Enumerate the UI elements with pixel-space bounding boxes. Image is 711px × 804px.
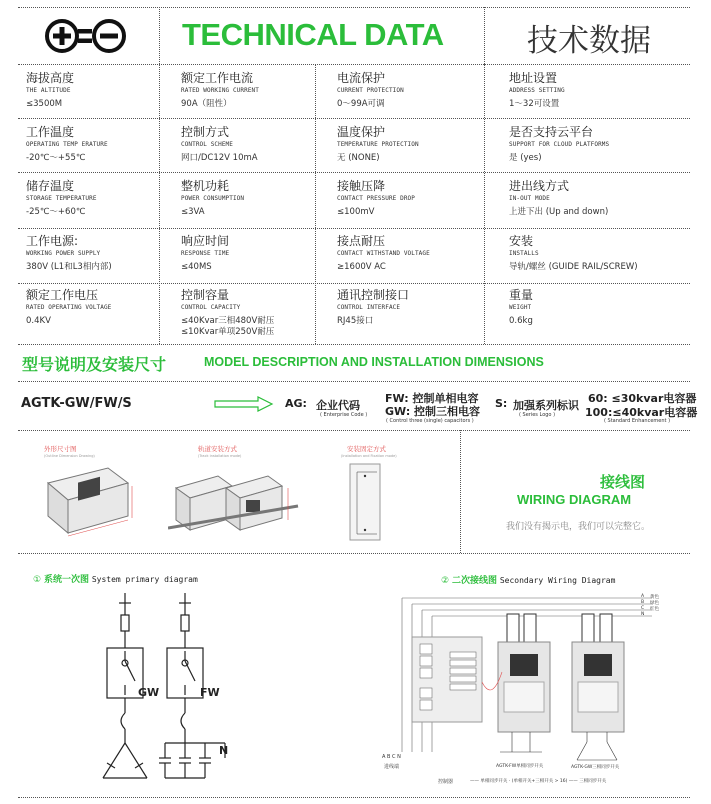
spec-label-en: CONTACT WITHSTAND VOLTAGE <box>337 250 430 257</box>
track-caption-en: (Track installation mode) <box>198 454 242 458</box>
wiring-note: 我们没有揭示电，我们可以完整它。 <box>506 522 651 532</box>
spec-label-zh: 通讯控制接口 <box>337 288 410 302</box>
spec-label-en: OPERATING TEMP ERATURE <box>26 141 108 148</box>
spec-label-zh: 接点耐压 <box>337 234 386 248</box>
secondary-diagram-title: ② 二次接线图 Secondary Wiring Diagram <box>441 576 616 586</box>
fixation-drawing <box>345 462 395 542</box>
abcn-label: A B C N <box>382 754 401 760</box>
spec-value: 导轨/螺丝 (GUIDE RAIL/SCREW) <box>509 262 638 272</box>
spec-value: -25℃～+60℃ <box>26 207 86 217</box>
spec-cell <box>26 234 176 273</box>
spec-value-2: ≤10Kvar单项250V耐压 <box>181 327 275 337</box>
fw-label: FW <box>200 686 220 699</box>
spec-label-en: WEIGHT <box>509 304 532 311</box>
model-code: AGTK-GW/FW/S <box>21 396 132 411</box>
spec-value: 0～99A可调 <box>337 99 385 109</box>
spec-cell <box>181 125 331 164</box>
spec-label-zh: 电流保护 <box>337 71 386 85</box>
fw-device-label: AGTK-FW单相同步开关 <box>496 764 544 769</box>
spec-cell <box>181 288 331 338</box>
spec-value: 是 (yes) <box>509 153 542 163</box>
gw-text: GW: 控制三相电容 <box>385 405 481 418</box>
spec-label-zh: 温度保护 <box>337 125 386 139</box>
spec-value: 1～32可设置 <box>509 99 560 109</box>
spec-label-en: ADDRESS SETTING <box>509 87 565 94</box>
v100-text: 100:≤40kvar电容器 <box>585 406 698 419</box>
spec-value: RJ45接口 <box>337 316 374 326</box>
phase-b-color: 绿色 <box>650 601 659 606</box>
spec-label-en: CONTROL INTERFACE <box>337 304 401 311</box>
spec-label-en: IN-OUT MODE <box>509 195 550 202</box>
spec-label-en: SUPPORT FOR CLOUD PLATFORMS <box>509 141 610 148</box>
spec-label-en: RATED WORKING CURRENT <box>181 87 259 94</box>
std-sub: ( Standard Enhancement ) <box>604 418 671 424</box>
spec-label-en: TEMPERATURE PROTECTION <box>337 141 419 148</box>
plus-equals-minus-logo <box>45 18 127 54</box>
spec-label-en: CURRENT PROTECTION <box>337 87 404 94</box>
spec-cell <box>337 179 487 218</box>
spec-cell <box>337 234 487 273</box>
spec-cell <box>337 288 487 327</box>
spec-cell <box>26 179 176 218</box>
spec-cell <box>509 71 659 110</box>
phase-b-label: B <box>641 600 645 605</box>
spec-value: ≥1600V AC <box>337 262 386 272</box>
page-title-zh: 技术数据 <box>527 23 651 59</box>
spec-label-zh: 海拔高度 <box>26 71 75 85</box>
spec-label-zh: 额定工作电压 <box>26 288 99 302</box>
spec-label-en: RESPONSE TIME <box>181 250 230 257</box>
ag-text: 企业代码 <box>316 399 360 412</box>
spec-label-en: INSTALLS <box>509 250 539 257</box>
spec-cell <box>509 234 659 273</box>
spec-label-en: POWER CONSUMPTION <box>181 195 245 202</box>
spec-label-en: CONTROL SCHEME <box>181 141 233 148</box>
spec-label-en: CONTROL CAPACITY <box>181 304 241 311</box>
spec-cell <box>337 71 487 110</box>
v60-text: 60: ≤30kvar电容器 <box>588 392 697 405</box>
spec-cell <box>181 179 331 218</box>
model-section-title-zh: 型号说明及安装尺寸 <box>22 355 167 374</box>
spec-label-zh: 控制方式 <box>181 125 230 139</box>
spec-value: ≤3VA <box>181 207 205 217</box>
phase-c-label: C <box>641 606 645 611</box>
spec-label-zh: 进出线方式 <box>509 179 570 193</box>
fw-text: FW: 控制单相电容 <box>385 392 479 405</box>
ag-label: AG: <box>285 397 307 410</box>
outline-caption-en: (Outline Dimension Drawing) <box>44 454 95 458</box>
spec-value: ≤40MS <box>181 262 212 272</box>
phase-a-label: A <box>641 594 645 599</box>
secondary-diagram <box>382 592 677 777</box>
primary-diagram <box>85 593 255 793</box>
spec-value: ≤40Kvar三相480V耐压 <box>181 316 275 326</box>
spec-label-zh: 接触压降 <box>337 179 386 193</box>
spec-label-zh: 地址设置 <box>509 71 558 85</box>
spec-label-zh: 储存温度 <box>26 179 75 193</box>
spec-label-zh: 是否支持云平台 <box>509 125 594 139</box>
spec-label-zh: 重量 <box>509 288 534 302</box>
phase-n-label: N <box>641 612 645 617</box>
spec-cell <box>26 288 176 327</box>
fwgw-sub: ( Control three (single) capacitors ) <box>386 418 474 424</box>
gw-device-label: AGTK-GW三相同步开关 <box>571 765 620 770</box>
spec-cell <box>337 125 487 164</box>
spec-label-en: CONTACT PRESSURE DROP <box>337 195 415 202</box>
track-installation-drawing <box>168 458 308 543</box>
incoming-label: 进线端 <box>384 764 400 770</box>
ag-sub: ( Enterprise Code ) <box>320 412 368 418</box>
controller-label: 控制器 <box>438 779 454 785</box>
spec-label-zh: 安装 <box>509 234 534 248</box>
fixation-caption: 安装固定方式 <box>347 445 386 453</box>
spec-value: 0.4KV <box>26 316 51 326</box>
phase-a-color: 黄色 <box>650 595 659 600</box>
spec-value: 网口/DC12V 10mA <box>181 153 258 163</box>
n-label: N <box>219 744 229 757</box>
spec-label-zh: 整机功耗 <box>181 179 230 193</box>
spec-value: 无 (NONE) <box>337 153 380 163</box>
bottom-caption: —— 单相同步开关 · (单相开关+三相开关 > 16) —— 三相同步开关 <box>470 779 607 784</box>
gw-label: GW <box>138 686 160 699</box>
spec-value: 0.6kg <box>509 316 533 326</box>
spec-value: ≤3500M <box>26 99 63 109</box>
spec-value: 上进下出 (Up and down) <box>509 207 609 217</box>
primary-diagram-title: ① 系统一次图 System primary diagram <box>33 575 198 585</box>
fixation-caption-en: (Installation and Fixation mode) <box>341 454 397 458</box>
spec-cell <box>509 288 659 327</box>
spec-label-zh: 控制容量 <box>181 288 230 302</box>
spec-value: 380V (L1和L3相内部) <box>26 262 112 272</box>
spec-label-zh: 工作温度 <box>26 125 75 139</box>
arrow-right-icon <box>214 396 274 412</box>
spec-cell <box>26 71 176 110</box>
spec-cell <box>509 125 659 164</box>
outline-caption: 外形尺寸图 <box>44 445 77 453</box>
spec-label-zh: 响应时间 <box>181 234 230 248</box>
spec-cell <box>509 179 659 218</box>
wiring-title-en: WIRING DIAGRAM <box>517 492 632 507</box>
page-title: TECHNICAL DATA <box>182 17 444 52</box>
spec-label-zh: 工作电源: <box>26 234 79 248</box>
spec-label-en: STORAGE TEMPERATURE <box>26 195 97 202</box>
spec-label-zh: 额定工作电流 <box>181 71 254 85</box>
outline-dimension-drawing <box>28 458 148 543</box>
s-sub: ( Series Logo ) <box>519 412 556 418</box>
spec-label-en: RATED OPERATING VOLTAGE <box>26 304 112 311</box>
spec-cell <box>26 125 176 164</box>
track-caption: 轨道安装方式 <box>198 445 237 453</box>
s-label: S: <box>495 397 508 410</box>
s-text: 加强系列标识 <box>513 399 579 412</box>
spec-value: ≤100mV <box>337 207 375 217</box>
wiring-title-zh: 接线图 <box>600 473 646 491</box>
spec-cell <box>181 71 331 110</box>
model-section-title-en: MODEL DESCRIPTION AND INSTALLATION DIMENSIONS <box>204 355 544 369</box>
spec-value: -20℃～+55℃ <box>26 153 86 163</box>
spec-cell <box>181 234 331 273</box>
phase-c-color: 红色 <box>650 607 659 612</box>
spec-label-en: WORKING POWER SUPPLY <box>26 250 101 257</box>
spec-label-en: THE ALTITUDE <box>26 87 71 94</box>
spec-value: 90A（阻性） <box>181 99 232 109</box>
